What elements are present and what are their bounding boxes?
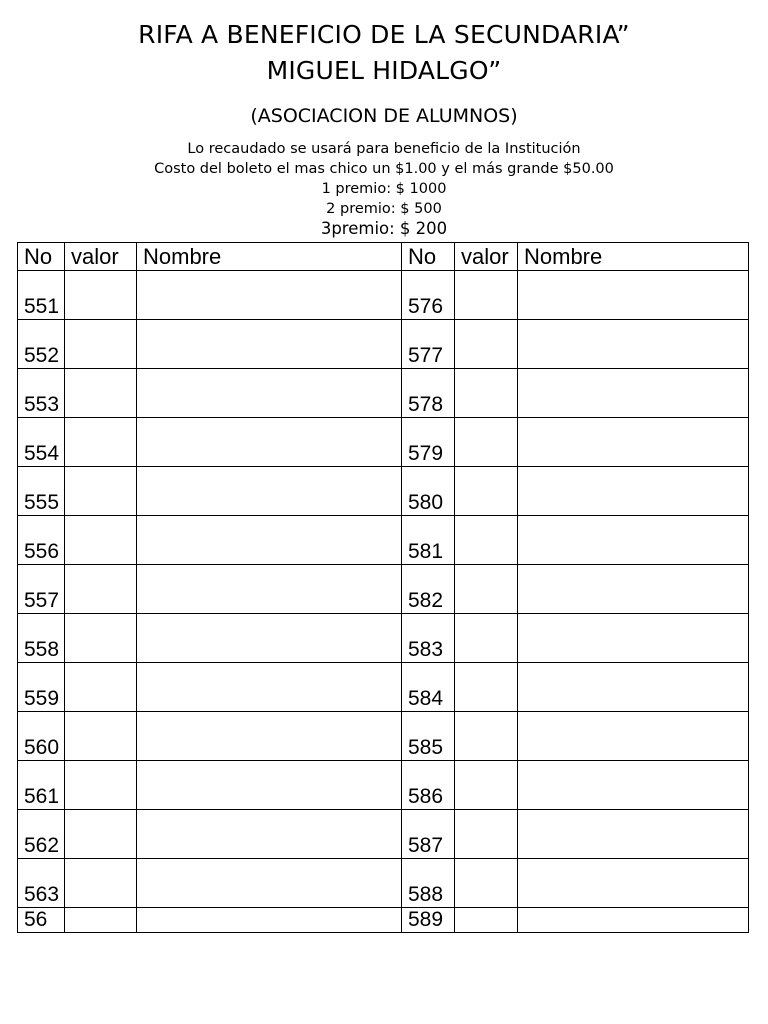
nombre-cell-right[interactable]: [518, 418, 749, 467]
info-line-proceeds: Lo recaudado se usará para beneficio de la Institución: [187, 141, 581, 157]
valor-cell-left[interactable]: [65, 810, 137, 859]
info-line-second-prize: 2 premio: $ 500: [326, 201, 442, 217]
ticket-number-left: 56: [18, 908, 65, 933]
valor-cell-right[interactable]: [455, 369, 518, 418]
valor-cell-left[interactable]: [65, 271, 137, 320]
ticket-number-right: 579: [402, 418, 455, 467]
nombre-cell-right[interactable]: [518, 565, 749, 614]
ticket-number-right: 581: [402, 516, 455, 565]
valor-cell-right[interactable]: [455, 320, 518, 369]
info-line-third-prize: 3premio: $ 200: [320, 219, 448, 238]
ticket-number-left: 558: [18, 614, 65, 663]
table-row: [18, 369, 749, 418]
nombre-cell-left[interactable]: [137, 908, 402, 933]
ticket-number-left: 556: [18, 516, 65, 565]
nombre-cell-right[interactable]: [518, 369, 749, 418]
valor-cell-left[interactable]: [65, 320, 137, 369]
valor-cell-left[interactable]: [65, 859, 137, 908]
valor-cell-right[interactable]: [455, 467, 518, 516]
nombre-cell-left[interactable]: [137, 810, 402, 859]
valor-cell-left[interactable]: [65, 663, 137, 712]
ticket-number-left: 559: [18, 663, 65, 712]
nombre-cell-left[interactable]: [137, 516, 402, 565]
nombre-cell-right[interactable]: [518, 516, 749, 565]
ticket-number-left: 553: [18, 369, 65, 418]
ticket-number-right: 580: [402, 467, 455, 516]
subtitle: (ASOCIACION DE ALUMNOS): [250, 105, 518, 127]
ticket-number-right: 586: [402, 761, 455, 810]
ticket-number-left: 551: [18, 271, 65, 320]
nombre-cell-left[interactable]: [137, 761, 402, 810]
valor-cell-left[interactable]: [65, 712, 137, 761]
table-row: [18, 810, 749, 859]
valor-cell-right[interactable]: [455, 712, 518, 761]
valor-cell-right[interactable]: [455, 565, 518, 614]
nombre-cell-left[interactable]: [137, 271, 402, 320]
info-line-first-prize: 1 premio: $ 1000: [321, 181, 447, 197]
ticket-number-left: 555: [18, 467, 65, 516]
table-row: [18, 761, 749, 810]
table-row: [18, 320, 749, 369]
ticket-number-right: 582: [402, 565, 455, 614]
nombre-cell-right[interactable]: [518, 761, 749, 810]
table-row: [18, 712, 749, 761]
table-row: [18, 565, 749, 614]
header-nombre-right: Nombre: [518, 243, 749, 271]
table-header-row: [18, 243, 749, 271]
nombre-cell-left[interactable]: [137, 418, 402, 467]
nombre-cell-right[interactable]: [518, 810, 749, 859]
ticket-number-right: 578: [402, 369, 455, 418]
ticket-number-right: 589: [402, 908, 455, 933]
ticket-number-right: 584: [402, 663, 455, 712]
nombre-cell-right[interactable]: [518, 908, 749, 933]
nombre-cell-left[interactable]: [137, 663, 402, 712]
info-line-ticket-cost: Costo del boleto el mas chico un $1.00 y el más grande $50.00: [154, 161, 614, 177]
valor-cell-right[interactable]: [455, 663, 518, 712]
valor-cell-right[interactable]: [455, 761, 518, 810]
table-row: [18, 908, 749, 933]
nombre-cell-left[interactable]: [137, 467, 402, 516]
valor-cell-right[interactable]: [455, 516, 518, 565]
table-row: [18, 614, 749, 663]
table-row: [18, 467, 749, 516]
nombre-cell-left[interactable]: [137, 565, 402, 614]
nombre-cell-right[interactable]: [518, 614, 749, 663]
ticket-number-left: 554: [18, 418, 65, 467]
nombre-cell-left[interactable]: [137, 712, 402, 761]
title-line-1: RIFA A BENEFICIO DE LA SECUNDARIA”: [138, 20, 630, 49]
table-row: [18, 663, 749, 712]
valor-cell-right[interactable]: [455, 614, 518, 663]
nombre-cell-left[interactable]: [137, 320, 402, 369]
valor-cell-left[interactable]: [65, 467, 137, 516]
header-valor-right: valor: [455, 243, 518, 271]
valor-cell-left[interactable]: [65, 565, 137, 614]
table-row: [18, 516, 749, 565]
header-no-right: No: [402, 243, 455, 271]
nombre-cell-left[interactable]: [137, 614, 402, 663]
valor-cell-left[interactable]: [65, 418, 137, 467]
valor-cell-right[interactable]: [455, 810, 518, 859]
ticket-number-right: 583: [402, 614, 455, 663]
valor-cell-left[interactable]: [65, 761, 137, 810]
valor-cell-left[interactable]: [65, 614, 137, 663]
ticket-number-left: 560: [18, 712, 65, 761]
nombre-cell-right[interactable]: [518, 859, 749, 908]
table-row: [18, 271, 749, 320]
ticket-number-left: 563: [18, 859, 65, 908]
ticket-number-left: 562: [18, 810, 65, 859]
valor-cell-left[interactable]: [65, 516, 137, 565]
ticket-number-right: 587: [402, 810, 455, 859]
header-no-left: No: [18, 243, 65, 271]
nombre-cell-right[interactable]: [518, 663, 749, 712]
title-line-2: MIGUEL HIDALGO”: [266, 56, 502, 85]
nombre-cell-right[interactable]: [518, 712, 749, 761]
valor-cell-left[interactable]: [65, 908, 137, 933]
ticket-number-left: 561: [18, 761, 65, 810]
ticket-number-right: 588: [402, 859, 455, 908]
header-nombre-left: Nombre: [137, 243, 402, 271]
nombre-cell-right[interactable]: [518, 467, 749, 516]
ticket-number-right: 585: [402, 712, 455, 761]
nombre-cell-right[interactable]: [518, 271, 749, 320]
raffle-ticket-table: [17, 242, 749, 933]
table-row: [18, 418, 749, 467]
ticket-number-right: 576: [402, 271, 455, 320]
header-valor-left: valor: [65, 243, 137, 271]
nombre-cell-right[interactable]: [518, 320, 749, 369]
valor-cell-right[interactable]: [455, 271, 518, 320]
nombre-cell-left[interactable]: [137, 369, 402, 418]
valor-cell-right[interactable]: [455, 418, 518, 467]
ticket-number-left: 557: [18, 565, 65, 614]
ticket-number-left: 552: [18, 320, 65, 369]
valor-cell-right[interactable]: [455, 908, 518, 933]
valor-cell-left[interactable]: [65, 369, 137, 418]
nombre-cell-left[interactable]: [137, 859, 402, 908]
table-row: [18, 859, 749, 908]
ticket-number-right: 577: [402, 320, 455, 369]
valor-cell-right[interactable]: [455, 859, 518, 908]
